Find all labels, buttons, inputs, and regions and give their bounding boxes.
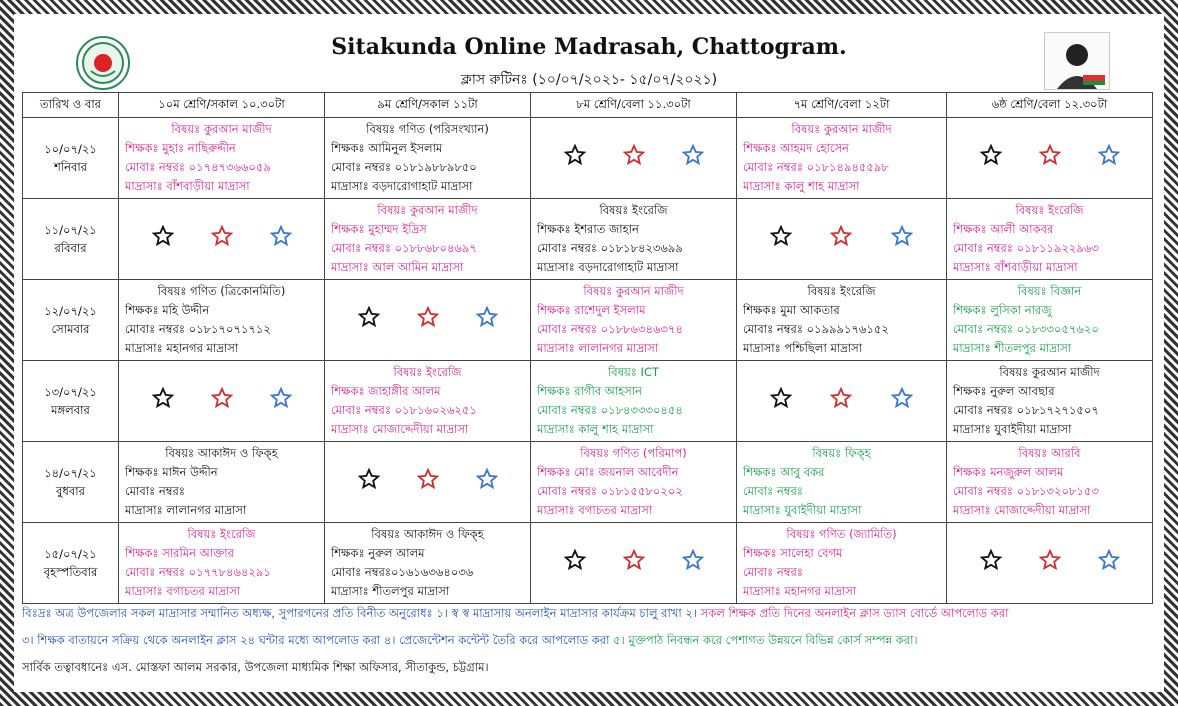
class-cell	[737, 280, 947, 361]
star-row	[737, 361, 946, 437]
no-class-cell	[325, 280, 531, 361]
class-info	[737, 118, 946, 198]
madrasa-text: মাদ্রাসাঃ লালানগর মাদ্রাসা	[537, 341, 659, 355]
teacher-text: শিক্ষকঃ মুহাম্মদ ইদ্রিস	[331, 222, 427, 236]
madrasa-text: মাদ্রাসাঃ বগাচতর মাদ্রাসা	[537, 503, 653, 517]
red-star-icon	[211, 387, 233, 412]
date-text: ১৪/০৭/২১	[44, 466, 97, 480]
star-row	[325, 442, 530, 518]
red-star-icon	[623, 549, 645, 574]
subject-text: বিষয়ঃ কুরআন মাজীদ	[171, 122, 272, 136]
no-class-cell	[119, 361, 325, 442]
phone-text: মোবাঃ নম্বরঃ	[743, 484, 804, 498]
teacher-text: শিক্ষকঃ নুরুল আবছার	[953, 384, 1055, 398]
class-cell	[947, 280, 1153, 361]
class-info	[737, 523, 946, 603]
table-row	[23, 442, 1153, 523]
phone-text: মোবাঃ নম্বরঃ০১৬১৬৩৬৪০৩৬	[331, 565, 474, 579]
footer-supervision: সার্বিক তত্বাবধানেঃ এস. মোস্তফা আলম সরকার, উপজেলা মাধ্যমিক শিক্ষা অফিসার, সীতাকুন্ড, চট্টগ্রাম।	[22, 660, 489, 674]
subject-text: বিষয়ঃ কুরআন মাজীদ	[583, 284, 684, 298]
class-cell	[947, 442, 1153, 523]
black-star-icon	[980, 549, 1002, 574]
phone-text: মোবাঃ নম্বরঃ ০১৮১৮৪২৩৬৯৯	[537, 241, 683, 255]
subject-text: বিষয়ঃ ইংরেজি	[187, 527, 256, 541]
no-class-cell	[119, 199, 325, 280]
star-row	[531, 523, 736, 599]
table-row	[23, 523, 1153, 604]
black-star-icon	[770, 225, 792, 250]
madrasa-text: মাদ্রাসাঃ যুবাইদীয়া মাদ্রাসা	[743, 503, 862, 517]
blue-star-icon	[1098, 549, 1120, 574]
star-row	[531, 118, 736, 194]
date-cell	[23, 199, 119, 280]
blue-star-icon	[1098, 144, 1120, 169]
table-row	[23, 280, 1153, 361]
madrasa-text: মাদ্রাসাঃ বাঁশবাড়ীয়া মাদ্রাসা	[125, 179, 250, 193]
day-text: বুধবার	[56, 484, 85, 498]
teacher-text: শিক্ষকঃ রাগীব আহসান	[537, 384, 643, 398]
phone-text: মোবাঃ নম্বরঃ ০১৭৪৭৩৬৬০৫৯	[125, 160, 271, 174]
subject-text: বিষয়ঃ ICT	[607, 365, 660, 379]
table-body	[23, 118, 1153, 604]
phone-text: মোবাঃ নম্বরঃ ০১৮১৯৮৮৯৮৫০	[331, 160, 477, 174]
madrasa-text: মাদ্রাসাঃ শীতলপুর মাদ্রাসা	[953, 341, 1072, 355]
class-cell	[531, 280, 737, 361]
phone-text: মোবাঃ নম্বরঃ ০১৭৭৮৪৬৪২৯১	[125, 565, 271, 579]
class-info	[737, 280, 946, 360]
teacher-text: শিক্ষকঃ মহি উদ্দীন	[125, 303, 210, 317]
blue-star-icon	[270, 387, 292, 412]
subject-text: বিষয়ঃ ইংরেজি	[1015, 203, 1084, 217]
star-row	[325, 280, 530, 356]
madrasa-text: মাদ্রাসাঃ বড়দারোগাহাট মাদ্রাসা	[537, 260, 679, 274]
phone-text: মোবাঃ নম্বরঃ ০১৮১৫৫৮০২০২	[537, 484, 683, 498]
teacher-text: শিক্ষকঃ আলী আকবর	[953, 222, 1054, 236]
madrasa-text: মাদ্রাসাঃ কালু শাহ মাদ্রাসা	[537, 422, 654, 436]
subject-text: বিষয়ঃ গণিত (পরিসংখ্যান)	[366, 122, 489, 136]
class-info	[947, 442, 1152, 522]
phone-text: মোবাঃ নম্বরঃ ০১৮১১৯২২৯৬৩	[953, 241, 1099, 255]
subject-text: বিষয়ঃ ইংরেজি	[393, 365, 462, 379]
class-cell	[737, 442, 947, 523]
star-row	[947, 118, 1152, 194]
class-info	[947, 280, 1152, 360]
no-class-cell	[531, 523, 737, 604]
madrasa-text: মাদ্রাসাঃ আল আমিন মাদ্রাসা	[331, 260, 464, 274]
star-row	[119, 361, 324, 437]
teacher-text: শিক্ষকঃ রাশেদুল ইসলাম	[537, 303, 646, 317]
no-class-cell	[947, 523, 1153, 604]
class-info	[947, 199, 1152, 279]
class-info	[119, 280, 324, 360]
class-routine-table	[22, 92, 1153, 604]
column-header: ৯ম শ্রেণি/সকাল ১১টা	[325, 93, 531, 118]
date-cell	[23, 523, 119, 604]
page-title: Sitakunda Online Madrasah, Chattogram.	[331, 34, 847, 60]
table-header-row	[23, 93, 1153, 118]
teacher-text: শিক্ষকঃ আবু বকর	[743, 465, 825, 479]
column-header: ৬ষ্ঠ শ্রেণি/বেলা ১২.৩০টা	[947, 93, 1153, 118]
blue-star-icon	[891, 387, 913, 412]
subject-text: বিষয়ঃ কুরআন মাজীদ	[791, 122, 892, 136]
red-star-icon	[211, 225, 233, 250]
class-routine-subtitle: ক্লাস রুটিনঃ (১০/০৭/২০২১- ১৫/০৭/২০২১)	[460, 72, 718, 88]
no-class-cell	[737, 199, 947, 280]
phone-text: মোবাঃ নম্বরঃ ০১৮৮৬৩৪৬৩৭৪	[537, 322, 683, 336]
date-cell	[23, 361, 119, 442]
phone-text: মোবাঃ নম্বরঃ	[125, 484, 186, 498]
footer-note-text: সকল শিক্ষক প্রতি দিনের অনলাইন ক্লাস ড্যাস বোর্ডে আপলোড করা	[700, 606, 1009, 620]
class-cell	[947, 361, 1153, 442]
class-info	[325, 361, 530, 441]
phone-text: মোবাঃ নম্বরঃ ০১৮১৪৯৪৫৫৯৮	[743, 160, 889, 174]
class-cell	[325, 523, 531, 604]
black-star-icon	[152, 387, 174, 412]
phone-text: মোবাঃ নম্বরঃ ০১৮১৬০২৬২৫১	[331, 403, 477, 417]
date-text: ১১/০৭/২১	[44, 223, 97, 237]
blue-star-icon	[270, 225, 292, 250]
class-cell	[737, 523, 947, 604]
teacher-text: শিক্ষকঃ মুমা আকতার	[743, 303, 840, 317]
date-cell	[23, 118, 119, 199]
teacher-text: শিক্ষকঃ নুরুল আলম	[331, 546, 425, 560]
teacher-text: শিক্ষকঃ আহমদ হোসেন	[743, 141, 849, 155]
subject-text: বিষয়ঃ আকাঈদ ও ফিক্হ	[165, 446, 278, 460]
class-info	[119, 442, 324, 522]
red-star-icon	[417, 468, 439, 493]
blue-star-icon	[891, 225, 913, 250]
blue-star-icon	[682, 144, 704, 169]
red-star-icon	[1039, 549, 1061, 574]
date-text: ১০/০৭/২১	[44, 142, 97, 156]
madrasa-text: মাদ্রাসাঃ যুবাইদীয়া মাদ্রাসা	[953, 422, 1072, 436]
column-header: ৭ম শ্রেণি/বেলা ১২টা	[737, 93, 947, 118]
footer-notes	[22, 600, 1152, 681]
teacher-text: শিক্ষকঃ মুহাঃ নাছিরুদ্দীন	[125, 141, 236, 155]
madrasa-text: মাদ্রাসাঃ কালু শাহ মাদ্রাসা	[743, 179, 860, 193]
teacher-text: শিক্ষকঃ জাহাঙ্গীর আলম	[331, 384, 441, 398]
class-cell	[325, 118, 531, 199]
class-cell	[531, 361, 737, 442]
header	[18, 18, 1160, 90]
class-cell	[325, 361, 531, 442]
subject-text: বিষয়ঃ গণিত (জ্যামিতি)	[786, 527, 897, 541]
black-star-icon	[358, 468, 380, 493]
subject-text: বিষয়ঃ কুরআন মাজীদ	[377, 203, 478, 217]
teacher-text: শিক্ষকঃ আমিনুল ইসলাম	[331, 141, 443, 155]
day-text: শনিবার	[53, 160, 88, 174]
class-info	[531, 199, 736, 279]
column-header: ১০ম শ্রেণি/সকাল ১০.৩০টা	[119, 93, 325, 118]
date-cell	[23, 280, 119, 361]
subject-text: বিষয়ঃ গণিত (ত্রিকোনমিতি)	[157, 284, 286, 298]
phone-text: মোবাঃ নম্বরঃ ০১৮১৩২০৮১৫৩	[953, 484, 1099, 498]
class-info	[119, 523, 324, 603]
phone-text: মোবাঃ নম্বরঃ	[743, 565, 804, 579]
teacher-text: শিক্ষকঃ লুসিকা নারজু	[953, 303, 1052, 317]
no-class-cell	[947, 118, 1153, 199]
date-cell	[23, 442, 119, 523]
table-row	[23, 199, 1153, 280]
class-info	[531, 361, 736, 441]
red-star-icon	[417, 306, 439, 331]
footer-line-1	[22, 600, 1152, 627]
table-row	[23, 118, 1153, 199]
madrasa-text: মাদ্রাসাঃ মহানগর মাদ্রাসা	[125, 341, 239, 355]
date-text: ১২/০৭/২১	[44, 304, 97, 318]
footer-line-2	[22, 627, 1152, 654]
black-star-icon	[152, 225, 174, 250]
no-class-cell	[325, 442, 531, 523]
column-header: ৮ম শ্রেণি/বেলা ১১.৩০টা	[531, 93, 737, 118]
teacher-text: শিক্ষকঃ সালেহা বেগম	[743, 546, 843, 560]
black-star-icon	[770, 387, 792, 412]
class-cell	[119, 280, 325, 361]
subject-text: বিষয়ঃ গণিত (পরিমাপ)	[580, 446, 687, 460]
black-star-icon	[564, 144, 586, 169]
subject-text: বিষয়ঃ আরবি	[1018, 446, 1081, 460]
madrasa-text: মাদ্রাসাঃ মহানগর মাদ্রাসা	[743, 584, 857, 598]
class-info	[531, 280, 736, 360]
blue-star-icon	[476, 306, 498, 331]
madrasa-text: মাদ্রাসাঃ শীতলপুর মাদ্রাসা	[331, 584, 450, 598]
table-row	[23, 361, 1153, 442]
no-class-cell	[737, 361, 947, 442]
blue-star-icon	[682, 549, 704, 574]
day-text: রবিবার	[54, 241, 87, 255]
routine-sheet	[18, 18, 1160, 688]
phone-text: মোবাঃ নম্বরঃ ০১৮১৭০৭১৭১২	[125, 322, 271, 336]
class-info	[531, 442, 736, 522]
phone-text: মোবাঃ নম্বরঃ ০১৮৮৬৮০৪৬৯৭	[331, 241, 477, 255]
class-cell	[947, 199, 1153, 280]
teacher-text: শিক্ষকঃ সারমিন আক্তার	[125, 546, 234, 560]
day-text: মঙ্গলবার	[51, 403, 90, 417]
footer-note-text: ৫। মুক্তপাঠ নিবন্ধন করে পেশাগত উন্নয়নে বিভিন্ন কোর্স সম্পন্ন করা।	[613, 633, 918, 647]
class-cell	[531, 442, 737, 523]
day-text: বৃহস্পতিবার	[43, 565, 98, 579]
black-star-icon	[980, 144, 1002, 169]
class-cell	[119, 118, 325, 199]
madrasa-text: মাদ্রাসাঃ পশ্চিছিলা মাদ্রাসা	[743, 341, 863, 355]
class-info	[947, 361, 1152, 441]
class-info	[325, 118, 530, 198]
red-star-icon	[830, 387, 852, 412]
subject-text: বিষয়ঃ ফিক্হ	[812, 446, 871, 460]
subject-text: বিষয়ঃ কুরআন মাজীদ	[999, 365, 1100, 379]
footer-note-text: বিঃদ্রঃ অত্র উপজেলার সকল মাদ্রাসার সম্মানিত অধ্যক্ষ, সুপারগনের প্রতি বিনীত অনুরোধঃ ১। স্ব স্ব মাদ্রাসায় অনলাইন মাদ্রাসার কার্যক্রম চালু রাখা ২।	[22, 606, 701, 620]
class-info	[325, 523, 530, 603]
madrasa-text: মাদ্রাসাঃ মোজাদ্দেদীয়া মাদ্রাসা	[953, 503, 1091, 517]
class-cell	[119, 523, 325, 604]
black-star-icon	[358, 306, 380, 331]
day-text: সোমবার	[51, 322, 90, 336]
class-cell	[531, 199, 737, 280]
red-star-icon	[1039, 144, 1061, 169]
red-star-icon	[830, 225, 852, 250]
phone-text: মোবাঃ নম্বরঃ ০১৮৪৩৩৩০৪৫৪	[537, 403, 683, 417]
madrasa-text: মাদ্রাসাঃ লালানগর মাদ্রাসা	[125, 503, 247, 517]
phone-text: মোবাঃ নম্বরঃ ০১৯৯৯১৭৬১৫২	[743, 322, 889, 336]
teacher-text: শিক্ষকঃ মনজুরুল আলম	[953, 465, 1064, 479]
footer-note-text: ৩। শিক্ষক বাতায়নে সক্রিয় থেকে অনলাইন ক্লাস ২৪ ঘন্টার মধ্যে আপলোড করা ৪। প্রেজেন্টেশন কন্টেন্ট তৈরি করে আপলোড করা	[22, 633, 614, 647]
portrait-logo-icon	[1044, 32, 1110, 90]
phone-text: মোবাঃ নম্বরঃ ০১৮৩৩০৫৭৬২০	[953, 322, 1099, 336]
class-cell	[737, 118, 947, 199]
star-row	[947, 523, 1152, 599]
madrasa-text: মাদ্রাসাঃ বাঁশবাড়ীয়া মাদ্রাসা	[953, 260, 1078, 274]
date-text: ১৫/০৭/২১	[44, 547, 97, 561]
class-cell	[119, 442, 325, 523]
subject-text: বিষয়ঃ ইংরেজি	[599, 203, 668, 217]
star-row	[737, 199, 946, 275]
star-row	[119, 199, 324, 275]
phone-text: মোবাঃ নম্বরঃ ০১৮১৭২৭১৫০৭	[953, 403, 1099, 417]
madrasa-text: মাদ্রাসাঃ বগাচতর মাদ্রাসা	[125, 584, 241, 598]
teacher-text: শিক্ষকঃ ইশরাত জাহান	[537, 222, 639, 236]
blue-star-icon	[476, 468, 498, 493]
black-star-icon	[564, 549, 586, 574]
red-star-icon	[623, 144, 645, 169]
date-text: ১৩/০৭/২১	[44, 385, 97, 399]
class-info	[737, 442, 946, 522]
class-info	[325, 199, 530, 279]
teacher-text: শিক্ষকঃ মোঃ জয়নাল আবেদীন	[537, 465, 679, 479]
class-info	[119, 118, 324, 198]
subject-text: বিষয়ঃ ইংরেজি	[807, 284, 876, 298]
teacher-text: শিক্ষকঃ মাঈন উদ্দীন	[125, 465, 218, 479]
no-class-cell	[531, 118, 737, 199]
subject-text: বিষয়ঃ আকাঈদ ও ফিক্হ	[371, 527, 484, 541]
madrasa-text: মাদ্রাসাঃ মোজাদ্দেদীয়া মাদ্রাসা	[331, 422, 469, 436]
class-cell	[325, 199, 531, 280]
subject-text: বিষয়ঃ বিজ্ঞান	[1017, 284, 1082, 298]
madrasa-text: মাদ্রাসাঃ বড়দারোগাহাট মাদ্রাসা	[331, 179, 473, 193]
column-header: তারিখ ও বার	[23, 93, 119, 118]
